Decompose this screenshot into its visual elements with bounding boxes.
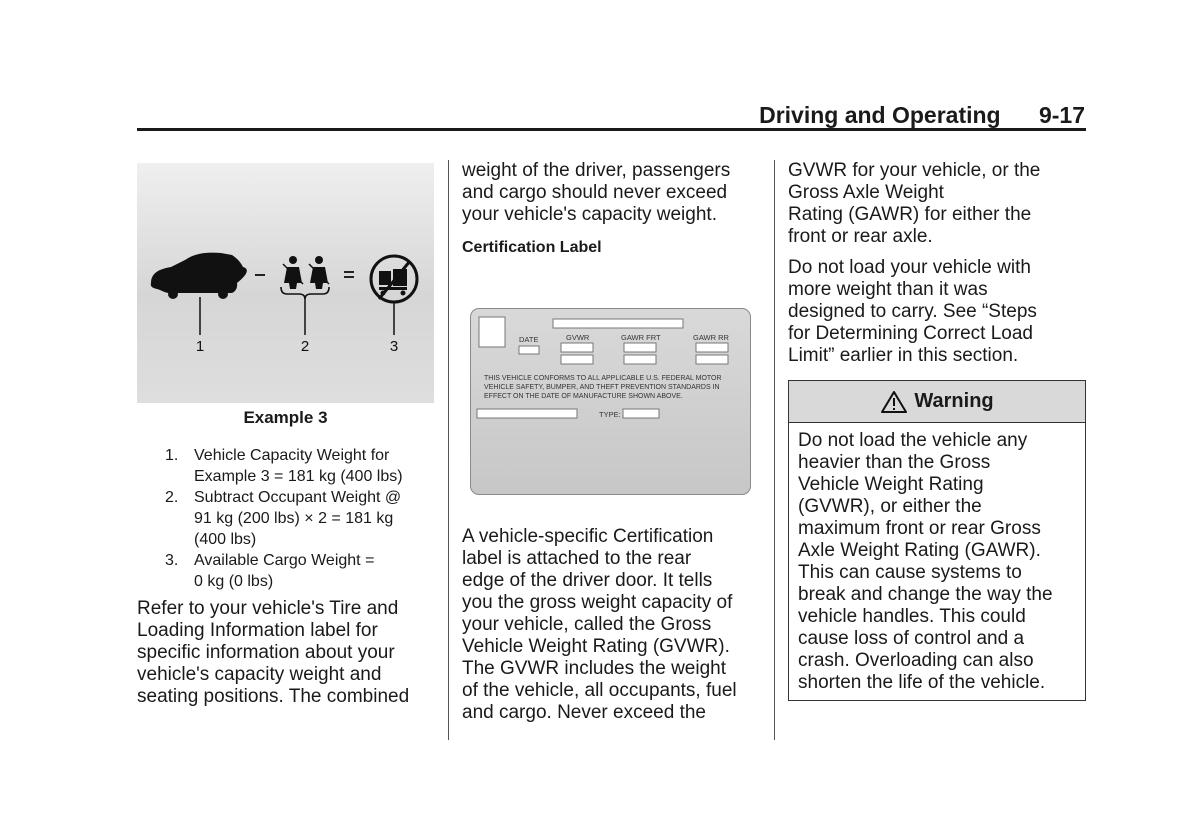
label-text-line: EFFECT ON THE DATE OF MANUFACTURE SHOWN ABOVE.	[484, 393, 683, 400]
column3-paragraph-1	[788, 160, 1088, 248]
minus-sign	[255, 274, 265, 276]
text-line: your vehicle's capacity weight.	[462, 204, 717, 225]
text-line: cause loss of control and a	[798, 628, 1025, 649]
field-label: GAWR RR	[693, 333, 729, 342]
text-line: front or rear axle.	[788, 226, 933, 247]
list-line: Example 3 = 181 kg (400 lbs)	[194, 468, 403, 485]
list-number: 2.	[165, 489, 179, 506]
text-line: specific information about your	[137, 642, 395, 663]
text-line: weight of the driver, passengers	[462, 160, 731, 181]
label-field-box	[623, 409, 659, 418]
text-line: more weight than it was	[788, 279, 988, 300]
car-icon	[151, 253, 247, 299]
label-top-field	[553, 319, 683, 328]
label-field-box	[624, 355, 656, 364]
label-field-box	[561, 355, 593, 364]
label-field-box	[696, 355, 728, 364]
text-line: break and change the way the	[798, 584, 1053, 605]
text-line: Do not load the vehicle any	[798, 430, 1028, 451]
text-line: GVWR for your vehicle, or the	[788, 160, 1041, 181]
text-line: shorten the life of the vehicle.	[798, 672, 1046, 693]
occupant-icon	[309, 256, 329, 289]
type-label: TYPE:	[599, 410, 621, 419]
warning-box	[788, 380, 1086, 701]
text-line: Axle Weight Rating (GAWR).	[798, 540, 1041, 561]
section-title: Driving and Operating	[759, 102, 1001, 128]
text-line: The GVWR includes the weight	[462, 658, 727, 679]
label-field-box	[624, 343, 656, 352]
certification-label-heading: Certification Label	[462, 239, 602, 256]
list-line: Vehicle Capacity Weight for	[194, 447, 390, 464]
text-line: This can cause systems to	[798, 562, 1022, 583]
text-line: vehicle's capacity weight and	[137, 664, 382, 685]
list-line: 0 kg (0 lbs)	[194, 573, 274, 590]
label-text-line: VEHICLE SAFETY, BUMPER, AND THEFT PREVENTION STANDARDS IN	[484, 384, 720, 391]
column-divider-2	[774, 160, 775, 740]
text-line: your vehicle, called the Gross	[462, 614, 712, 635]
page-number: 9-17	[1038, 102, 1085, 128]
field-label: GVWR	[566, 333, 590, 342]
example-3-figure	[137, 163, 434, 403]
warning-triangle-icon	[880, 390, 908, 414]
text-line: Loading Information label for	[137, 620, 378, 641]
text-line: (GVWR), or either the	[798, 496, 982, 517]
text-line: for Determining Correct Load	[788, 323, 1033, 344]
text-line: A vehicle-specific Certification	[462, 526, 714, 547]
text-line: Limit” earlier in this section.	[788, 345, 1019, 366]
label-field-box	[519, 346, 539, 354]
column-divider-1	[448, 160, 449, 740]
text-line: vehicle handles. This could	[798, 606, 1026, 627]
text-line: Do not load your vehicle with	[788, 257, 1031, 278]
text-line: Rating (GAWR) for either the	[788, 204, 1032, 225]
text-line: and cargo should never exceed	[462, 182, 728, 203]
label-field-box	[561, 343, 593, 352]
text-line: Gross Axle Weight	[788, 182, 944, 203]
label-text-line: THIS VEHICLE CONFORMS TO ALL APPLICABLE U.S. FEDERAL MOTOR	[484, 375, 722, 382]
figure-callout-1: 1	[195, 338, 205, 355]
text-line: crash. Overloading can also	[798, 650, 1034, 671]
warning-title: Warning	[914, 390, 994, 412]
figure-callout-2: 2	[300, 338, 310, 355]
warning-text	[798, 430, 1083, 694]
text-line: seating positions. The combined	[137, 686, 410, 707]
list-line: Available Cargo Weight =	[194, 552, 375, 569]
field-label: DATE	[519, 335, 539, 344]
text-line: you the gross weight capacity of	[462, 592, 733, 613]
list-line: 91 kg (200 lbs) × 2 = 181 kg	[194, 510, 394, 527]
list-number: 1.	[165, 447, 179, 464]
list-line: Subtract Occupant Weight @	[194, 489, 402, 506]
certification-label-image	[470, 308, 751, 495]
text-line: Refer to your vehicle's Tire and	[137, 598, 399, 619]
example-list	[137, 445, 437, 592]
text-line: and cargo. Never exceed the	[462, 702, 706, 723]
occupant-icon	[283, 256, 303, 289]
header-rule	[137, 128, 1086, 131]
equals-sign	[344, 276, 354, 278]
list-item	[137, 445, 437, 487]
list-item	[137, 487, 437, 550]
list-line: (400 lbs)	[194, 531, 257, 548]
no-cargo-icon	[371, 256, 417, 302]
text-line: of the vehicle, all occupants, fuel	[462, 680, 737, 701]
text-line: Vehicle Weight Rating	[798, 474, 984, 495]
column2-paragraph-top	[462, 160, 767, 226]
text-line: edge of the driver door. It tells	[462, 570, 713, 591]
figure-callout-3: 3	[389, 338, 399, 355]
list-number: 3.	[165, 552, 179, 569]
label-logo-box	[479, 317, 505, 347]
warning-header	[789, 381, 1085, 423]
text-line: label is attached to the rear	[462, 548, 692, 569]
figure-caption: Example 3	[243, 408, 328, 427]
label-field-box	[477, 409, 577, 418]
text-line: maximum front or rear Gross	[798, 518, 1041, 539]
field-label: GAWR FRT	[621, 333, 661, 342]
text-line: designed to carry. See “Steps	[788, 301, 1037, 322]
column3-paragraph-2	[788, 257, 1088, 367]
equals-sign	[344, 271, 354, 273]
column2-paragraph-bottom	[462, 526, 767, 724]
text-line: Vehicle Weight Rating (GVWR).	[462, 636, 730, 657]
list-item	[137, 550, 437, 592]
label-field-box	[696, 343, 728, 352]
text-line: heavier than the Gross	[798, 452, 991, 473]
page-header	[720, 101, 1085, 129]
column1-paragraph	[137, 598, 437, 708]
